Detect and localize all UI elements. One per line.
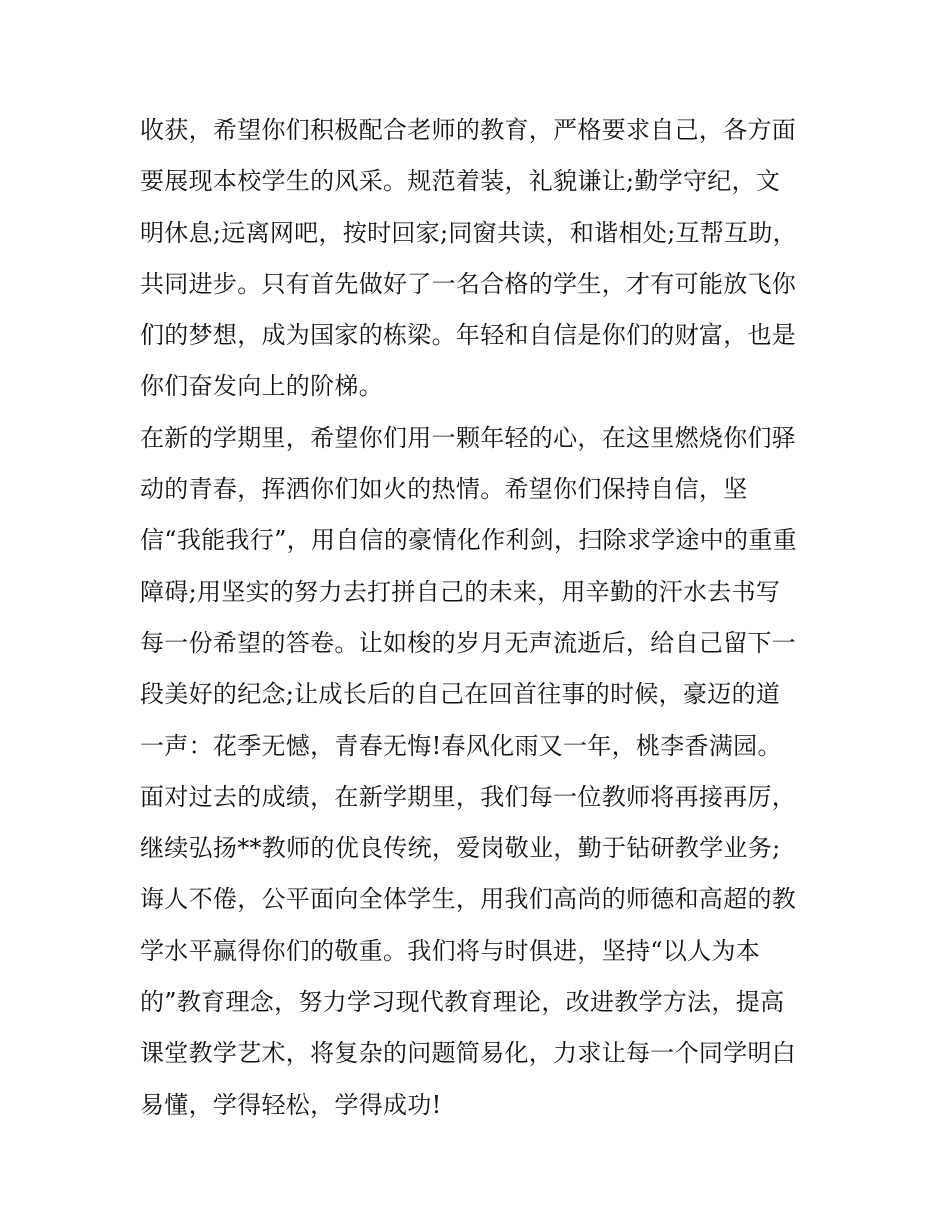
text-line: 每一份希望的答卷。让如梭的岁月无声流逝后，给自己留下一 [140,628,797,657]
text-line: 易懂，学得轻松，学得成功! [140,1090,442,1119]
text-line: 明休息;远离网吧，按时回家;同窗共读，和谐相处;互帮互助， [140,218,797,247]
text-line: 障碍;用坚实的努力去打拼自己的未来，用辛勤的汗水去书写 [140,577,781,606]
text-line: 的”教育理念，努力学习现代教育理论，改进教学方法，提高 [140,988,785,1017]
text-line: 共同进步。只有首先做好了一名合格的学生，才有可能放飞你 [140,269,797,298]
text-line: 诲人不倦，公平面向全体学生，用我们高尚的师德和高超的教 [140,885,797,914]
text-line: 在新的学期里，希望你们用一颗年轻的心，在这里燃烧你们驿 [140,423,797,452]
text-line: 继续弘扬**教师的优良传统，爱岗敬业，勤于钻研教学业务; [140,834,781,863]
text-line: 一声：花季无憾，青春无悔!春风化雨又一年，桃李香满园。 [140,731,782,760]
text-line: 学水平赢得你们的敬重。我们将与时俱进，坚持“以人为本 [140,936,761,965]
text-line: 收获，希望你们积极配合老师的教育，严格要求自己，各方面 [140,116,797,144]
text-line: 信“我能我行”，用自信的豪情化作利剑，扫除求学途中的重重 [140,526,797,555]
text-line: 段美好的纪念;让成长后的自己在回首往事的时候，豪迈的道 [140,680,781,709]
text-line: 们的梦想，成为国家的栋梁。年轻和自信是你们的财富，也是 [140,321,797,350]
text-line: 你们奋发向上的阶梯。 [140,372,383,401]
body-text [140,108,820,1134]
text-line: 面对过去的成绩，在新学期里，我们每一位教师将再接再厉， [140,782,797,811]
text-line: 动的青春，挥洒你们如火的热情。希望你们保持自信，坚 [140,475,748,504]
text-line: 课堂教学艺术，将复杂的问题简易化，力求让每一个同学明白 [140,1039,797,1068]
text-line: 要展现本校学生的风采。规范着装，礼貌谦让;勤学守纪，文 [140,167,781,196]
